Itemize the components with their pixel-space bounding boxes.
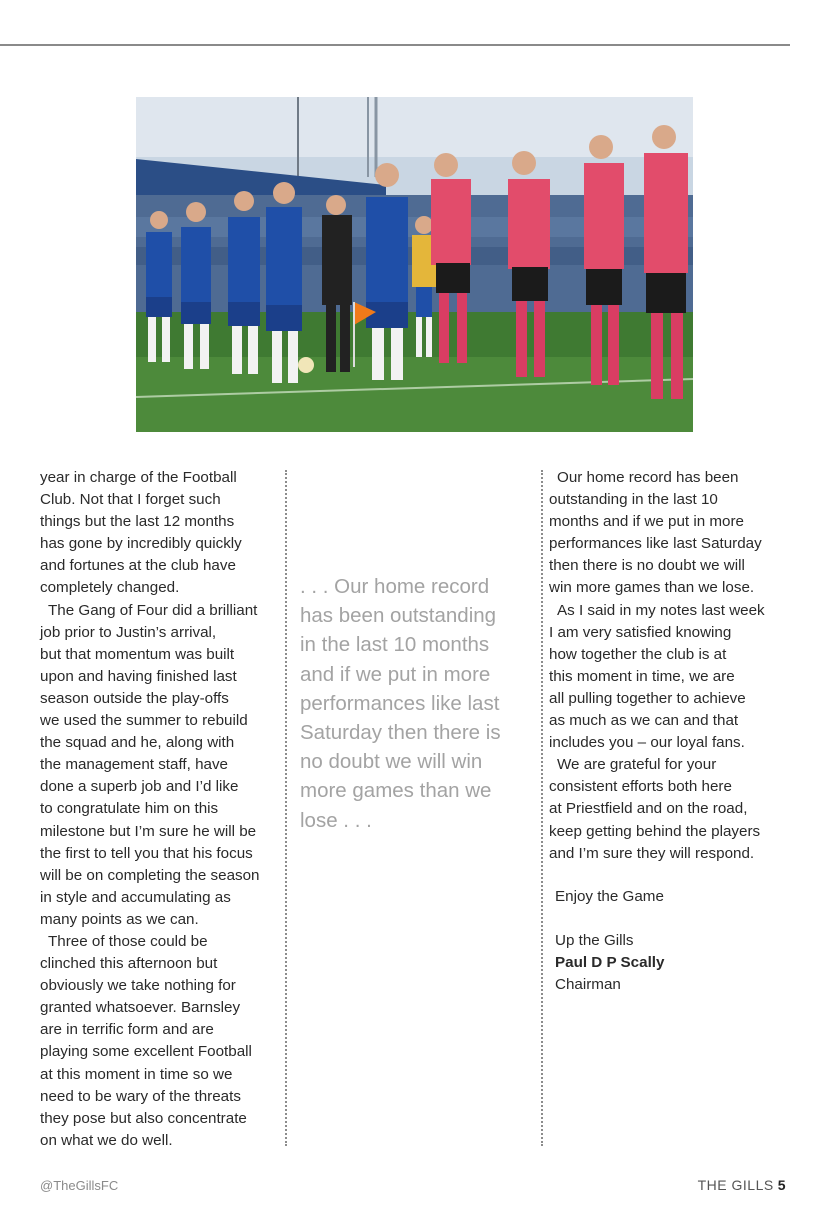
text-line: and fortunes at the club have bbox=[40, 557, 236, 575]
text-line: granted whatsoever. Barnsley bbox=[40, 999, 241, 1017]
text-line: has gone by incredibly quickly bbox=[40, 535, 242, 553]
text-line: the squad and he, along with bbox=[40, 734, 235, 752]
signoff-name: Paul D P Scally bbox=[555, 954, 665, 971]
text-line: the first to tell you that his focus bbox=[40, 844, 253, 862]
text-line: are in terrific form and are bbox=[40, 1021, 214, 1039]
column-divider-left bbox=[285, 470, 287, 1146]
signoff-enjoy: Enjoy the Game bbox=[555, 888, 664, 905]
text-line: how together the club is at bbox=[549, 645, 727, 663]
signoff-up-the-gills: Up the Gills bbox=[555, 932, 634, 949]
article-column-right bbox=[549, 467, 794, 865]
text-line: then there is no doubt we will bbox=[549, 557, 745, 575]
text-line: but that momentum was built bbox=[40, 645, 235, 663]
text-line: done a superb job and I’d like bbox=[40, 778, 239, 796]
quote-line: Saturday then there is bbox=[300, 721, 501, 745]
text-line: need to be wary of the threats bbox=[40, 1087, 241, 1105]
text-line: things but the last 12 months bbox=[40, 513, 235, 531]
text-line: at Priestfield and on the road, bbox=[549, 800, 748, 818]
top-rule bbox=[0, 44, 790, 46]
quote-line: in the last 10 months bbox=[300, 633, 490, 657]
text-line: As I said in my notes last week bbox=[557, 601, 765, 619]
text-line: in style and accumulating as bbox=[40, 888, 231, 906]
quote-line: performances like last bbox=[300, 691, 500, 715]
text-line: many points as we can. bbox=[40, 910, 199, 928]
match-photo bbox=[136, 97, 693, 432]
text-line: upon and having finished last bbox=[40, 667, 237, 685]
text-line: performances like last Saturday bbox=[549, 535, 762, 553]
text-line: season outside the play-offs bbox=[40, 689, 229, 707]
text-line: job prior to Justin’s arrival, bbox=[40, 623, 217, 641]
footer-publication: THE GILLS bbox=[697, 1177, 774, 1193]
text-line: playing some excellent Football bbox=[40, 1043, 252, 1061]
text-line: and I’m sure they will respond. bbox=[549, 844, 755, 862]
text-line: includes you – our loyal fans. bbox=[549, 734, 745, 752]
text-line: The Gang of Four did a brilliant bbox=[48, 601, 258, 619]
text-line: completely changed. bbox=[40, 579, 180, 597]
text-line: months and if we put in more bbox=[549, 513, 745, 531]
article-column-left bbox=[40, 467, 278, 1152]
text-line: keep getting behind the players bbox=[549, 822, 761, 840]
text-line: We are grateful for your bbox=[557, 756, 717, 774]
quote-line: and if we put in more bbox=[300, 662, 491, 686]
text-line: clinched this afternoon but bbox=[40, 955, 218, 973]
text-line: we used the summer to rebuild bbox=[40, 712, 248, 730]
text-line: as much as we can and that bbox=[549, 712, 739, 730]
text-line: consistent efforts both here bbox=[549, 778, 732, 796]
text-line: they pose but also concentrate bbox=[40, 1109, 247, 1127]
text-line: Our home record has been bbox=[557, 469, 739, 486]
text-line: this moment in time, we are bbox=[549, 667, 735, 685]
text-line: Club. Not that I forget such bbox=[40, 491, 221, 509]
quote-line: lose . . . bbox=[300, 808, 372, 832]
text-line: the management staff, have bbox=[40, 756, 228, 774]
signoff-title: Chairman bbox=[555, 976, 621, 993]
quote-line: more games than we bbox=[300, 779, 492, 803]
text-line: obviously we take nothing for bbox=[40, 977, 236, 995]
text-line: will be on completing the season bbox=[40, 866, 260, 884]
footer-twitter-handle: @TheGillsFC bbox=[40, 1178, 119, 1193]
text-line: to congratulate him on this bbox=[40, 800, 219, 818]
footer-folio bbox=[698, 1177, 786, 1193]
text-line: outstanding in the last 10 bbox=[549, 491, 718, 509]
text-line: milestone but I’m sure he will be bbox=[40, 822, 257, 840]
quote-line: . . . Our home record bbox=[300, 575, 490, 598]
text-line: I am very satisfied knowing bbox=[549, 623, 732, 641]
pull-quote bbox=[300, 572, 530, 835]
column-divider-right bbox=[541, 470, 543, 1146]
text-line: win more games than we lose. bbox=[549, 579, 755, 597]
text-line: all pulling together to achieve bbox=[549, 689, 746, 707]
text-line: at this moment in time so we bbox=[40, 1065, 233, 1083]
text-line: Three of those could be bbox=[48, 932, 208, 950]
text-line: on what we do well. bbox=[40, 1131, 173, 1149]
page-number: 5 bbox=[777, 1177, 786, 1193]
quote-line: no doubt we will win bbox=[300, 750, 483, 774]
quote-line: has been outstanding bbox=[300, 604, 497, 628]
text-line: year in charge of the Football bbox=[40, 469, 237, 486]
